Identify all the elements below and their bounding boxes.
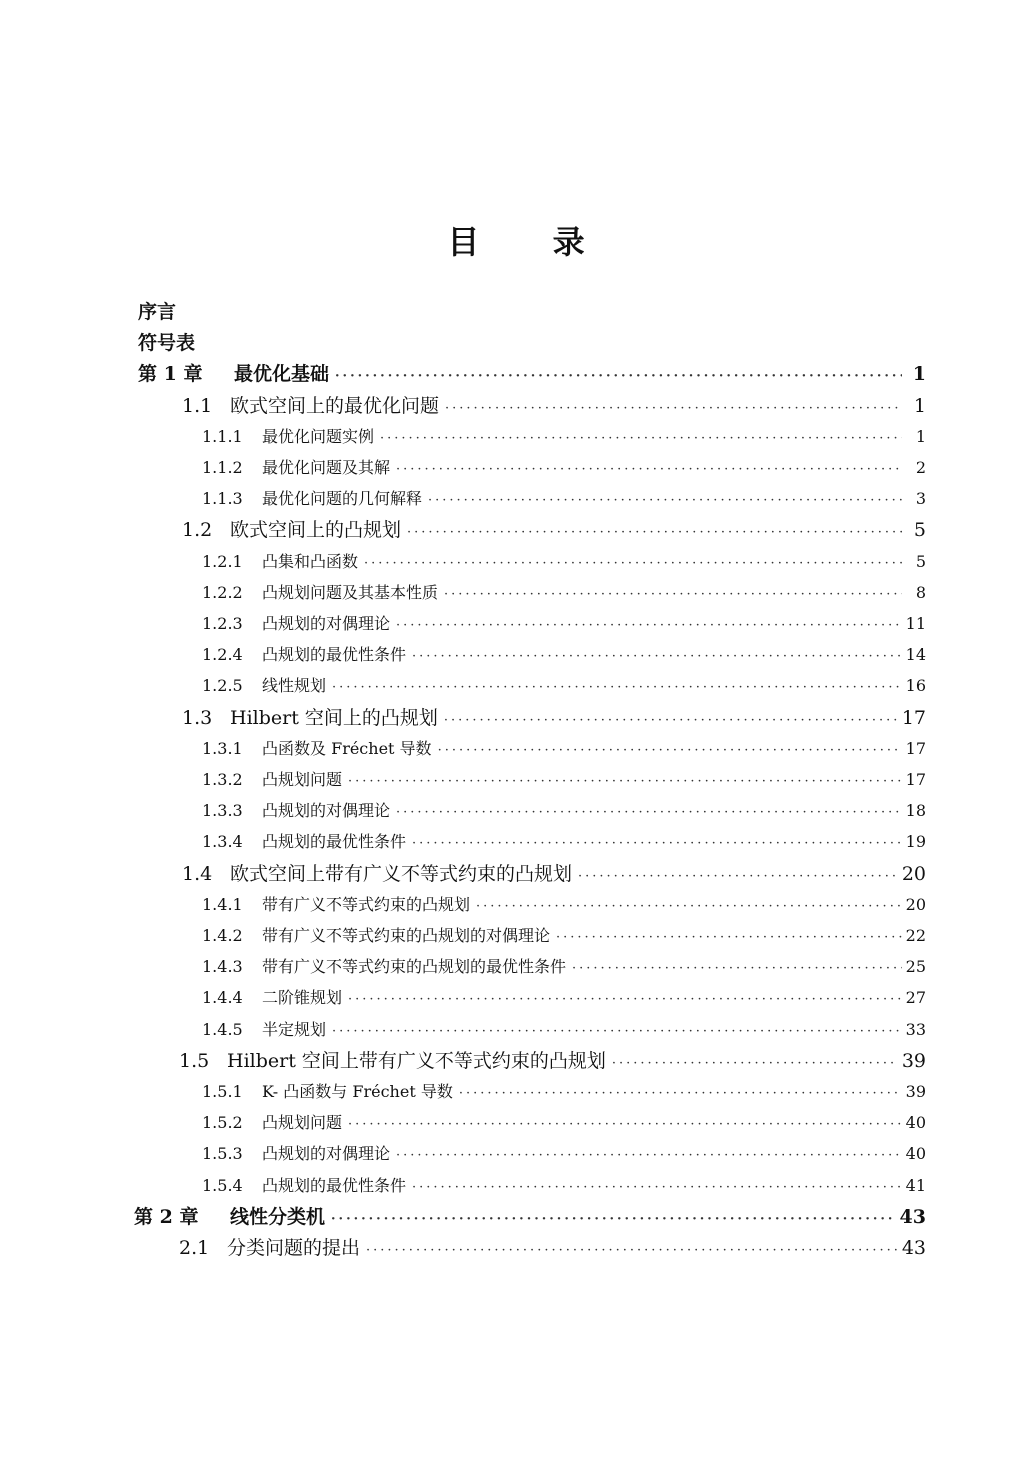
toc-dot-leader [332, 674, 902, 700]
toc-dot-leader [396, 612, 902, 638]
toc-dot-leader [444, 707, 898, 732]
toc-section-entry[interactable] [179, 1234, 926, 1262]
toc-front-item[interactable] [138, 298, 926, 326]
toc-entry-title: 最优化基础 [234, 363, 330, 386]
toc-page-number: 17 [905, 738, 926, 758]
toc-page-number: 20 [901, 862, 926, 885]
toc-front-item[interactable] [138, 329, 926, 357]
toc-entry-number: 1.4 [182, 862, 213, 885]
toc-dot-leader [348, 986, 902, 1012]
toc-page-number: 43 [901, 1237, 926, 1259]
toc-dot-leader [459, 1080, 902, 1106]
toc-page-number: 43 [899, 1205, 926, 1228]
toc-subsection-entry[interactable] [202, 1172, 926, 1200]
toc-dot-leader [445, 395, 902, 420]
toc-page-number: 5 [913, 519, 926, 542]
toc-entry-title: Hilbert 空间上的凸规划 [230, 706, 438, 729]
toc-subsection-entry[interactable] [202, 891, 926, 919]
toc-page-number: 8 [915, 582, 926, 602]
toc-subsection-entry[interactable] [202, 579, 926, 607]
toc-dot-leader [412, 830, 902, 856]
toc-subsection-entry[interactable] [202, 766, 926, 794]
toc-entry-title: 半定规划 [262, 1019, 327, 1039]
toc-section-entry[interactable] [179, 1047, 926, 1075]
title-char-2: 录 [552, 223, 587, 261]
toc-dot-leader [572, 955, 902, 981]
toc-entry-title: 凸规划问题 [262, 770, 343, 789]
toc-dot-leader [364, 550, 902, 576]
toc-dot-leader [348, 1111, 902, 1137]
toc-page-number: 1 [913, 394, 926, 417]
toc-entry-number: 1.2.5 [202, 676, 243, 696]
toc-section-entry[interactable] [182, 860, 926, 888]
toc-dot-leader [444, 581, 902, 607]
toc-entry-number: 1.4.2 [202, 926, 243, 945]
toc-subsection-entry[interactable] [202, 828, 926, 856]
toc-entry-number: 第 1 章 [138, 363, 203, 386]
toc-dot-leader [380, 425, 902, 451]
toc-entry-title: 最优化问题及其解 [262, 458, 391, 477]
toc-dot-leader [335, 363, 902, 388]
toc-dot-leader [407, 519, 902, 544]
toc-dot-leader [396, 1142, 902, 1168]
toc-subsection-entry[interactable] [202, 454, 926, 482]
toc-page-number: 41 [905, 1175, 926, 1195]
toc-page-number: 33 [905, 1019, 926, 1039]
toc-dot-leader [396, 799, 902, 825]
toc-subsection-entry[interactable] [202, 641, 926, 669]
toc-subsection-entry[interactable] [202, 548, 926, 576]
toc-entry-number: 1.1.2 [202, 458, 243, 477]
toc-entry-title: 欧式空间上的最优化问题 [230, 394, 440, 417]
toc-entry-title: 凸规划的最优性条件 [262, 645, 407, 665]
toc-dot-leader [366, 1237, 898, 1262]
toc-entry-number: 1.5.1 [202, 1082, 243, 1101]
toc-page-number: 1 [912, 363, 926, 386]
toc-entry-title: 带有广义不等式约束的凸规划的对偶理论 [262, 926, 551, 945]
toc-page-number: 17 [901, 706, 926, 729]
toc-dot-leader [332, 1018, 902, 1044]
toc-entry-title: 欧式空间上的凸规划 [230, 519, 402, 542]
toc-page-number: 2 [915, 458, 926, 477]
toc-dot-leader [612, 1050, 898, 1075]
toc-dot-leader [578, 863, 898, 888]
toc-dot-leader [556, 924, 902, 950]
toc-dot-leader [331, 1206, 896, 1231]
toc-page-number: 40 [905, 1113, 926, 1133]
toc-subsection-entry[interactable] [202, 1016, 926, 1044]
toc-section-entry[interactable] [182, 704, 926, 732]
toc-section-entry[interactable] [182, 392, 926, 420]
toc-entry-title: 凸规划的对偶理论 [262, 801, 391, 821]
toc-entry-number: 1.1 [182, 394, 213, 417]
toc-dot-leader [428, 487, 902, 513]
toc-dot-leader [412, 1174, 902, 1200]
toc-entry-number: 1.1.1 [202, 426, 243, 446]
toc-entry-title: Hilbert 空间上带有广义不等式约束的凸规划 [227, 1049, 606, 1072]
toc-entry-number: 1.2.2 [202, 582, 243, 602]
toc-entry-title: 凸函数及 Fréchet 导数 [262, 738, 432, 758]
toc-entry-title: 带有广义不等式约束的凸规划 [262, 894, 471, 914]
toc-entry-title: 凸规划的对偶理论 [262, 1144, 391, 1164]
toc-dot-leader [412, 643, 902, 669]
toc-subsection-entry[interactable] [202, 423, 926, 451]
toc-subsection-entry[interactable] [202, 922, 926, 950]
toc-entry-title: 带有广义不等式约束的凸规划的最优性条件 [262, 957, 567, 977]
toc-page-number: 20 [905, 894, 926, 914]
toc-subsection-entry[interactable] [202, 1140, 926, 1168]
toc-section-entry[interactable] [182, 516, 926, 544]
toc-subsection-entry[interactable] [202, 984, 926, 1012]
toc-entry-number: 第 2 章 [134, 1205, 199, 1228]
toc-subsection-entry[interactable] [202, 485, 926, 513]
toc-entry-title: 凸规划问题 [262, 1113, 343, 1133]
toc-entry-number: 1.4.5 [202, 1019, 243, 1039]
toc-entry-title: K- 凸函数与 Fréchet 导数 [262, 1082, 453, 1101]
toc-subsection-entry[interactable] [202, 735, 926, 763]
toc-entry-title: 线性规划 [262, 676, 327, 696]
toc-entry-number: 1.5.4 [202, 1175, 243, 1195]
toc-entry-number: 1.4.1 [202, 894, 243, 914]
toc-entry-title: 凸规划的最优性条件 [262, 1175, 407, 1195]
toc-entry-number: 1.2.3 [202, 614, 243, 633]
toc-subsection-entry[interactable] [202, 1109, 926, 1137]
toc-front-label: 序言 [138, 301, 177, 323]
toc-front-label: 符号表 [138, 332, 196, 355]
toc-entry-number: 1.5.2 [202, 1113, 243, 1133]
toc-page-number: 39 [905, 1082, 926, 1101]
toc-subsection-entry[interactable] [202, 610, 926, 638]
toc-entry-title: 线性分类机 [230, 1205, 326, 1228]
toc-subsection-entry[interactable] [202, 797, 926, 825]
toc-subsection-entry[interactable] [202, 672, 926, 700]
toc-entry-number: 1.3.3 [202, 801, 243, 821]
toc-dot-leader [476, 893, 902, 919]
toc-page-number: 25 [905, 957, 926, 977]
toc-page-number: 3 [915, 489, 926, 509]
toc-page-number: 27 [905, 988, 926, 1008]
toc-chapter-entry[interactable] [138, 360, 926, 388]
toc-entry-title: 最优化问题实例 [262, 426, 375, 446]
toc-entry-title: 凸集和凸函数 [262, 551, 359, 571]
toc-entry-title: 分类问题的提出 [227, 1237, 361, 1259]
toc-entry-number: 1.1.3 [202, 489, 243, 509]
toc-entry-title: 欧式空间上带有广义不等式约束的凸规划 [230, 862, 573, 885]
toc-page-number: 14 [905, 645, 926, 665]
toc-entry-title: 凸规划的对偶理论 [262, 614, 391, 633]
toc-entry-number: 1.3.4 [202, 832, 243, 852]
toc-entry-number: 1.2 [182, 519, 213, 542]
toc-entry-number: 1.5 [179, 1049, 210, 1072]
toc-dot-leader [348, 768, 902, 794]
toc-entry-title: 二阶锥规划 [262, 988, 343, 1008]
toc-subsection-entry[interactable] [202, 1078, 926, 1106]
toc-page-number: 11 [905, 614, 926, 633]
toc-chapter-entry[interactable] [134, 1203, 926, 1231]
toc-entry-number: 1.4.3 [202, 957, 243, 977]
toc-entry-number: 2.1 [179, 1237, 210, 1259]
toc-entry-title: 最优化问题的几何解释 [262, 489, 423, 509]
page-title [0, 222, 1034, 262]
toc-subsection-entry[interactable] [202, 953, 926, 981]
toc-entry-number: 1.2.4 [202, 645, 243, 665]
toc-entry-number: 1.5.3 [202, 1144, 243, 1164]
toc-page-number: 18 [905, 801, 926, 821]
toc-entry-number: 1.4.4 [202, 988, 243, 1008]
toc-page-number: 1 [915, 426, 926, 446]
toc-entry-number: 1.3 [182, 706, 213, 729]
toc-page-number: 5 [915, 551, 926, 571]
toc-page-number: 19 [905, 832, 926, 852]
toc-entry-number: 1.3.1 [202, 738, 243, 758]
title-char-1: 目 [447, 223, 482, 261]
toc-page-number: 22 [905, 926, 926, 945]
toc-page-number: 40 [905, 1144, 926, 1164]
toc-dot-leader [396, 456, 902, 482]
toc-entry-number: 1.3.2 [202, 770, 243, 789]
toc-dot-leader [438, 737, 902, 763]
toc-entry-number: 1.2.1 [202, 551, 243, 571]
toc-entry-title: 凸规划的最优性条件 [262, 832, 407, 852]
toc-entry-title: 凸规划问题及其基本性质 [262, 582, 439, 602]
toc-page-number: 39 [901, 1049, 926, 1072]
toc-page-number: 17 [905, 770, 926, 789]
toc-page-number: 16 [905, 676, 926, 696]
